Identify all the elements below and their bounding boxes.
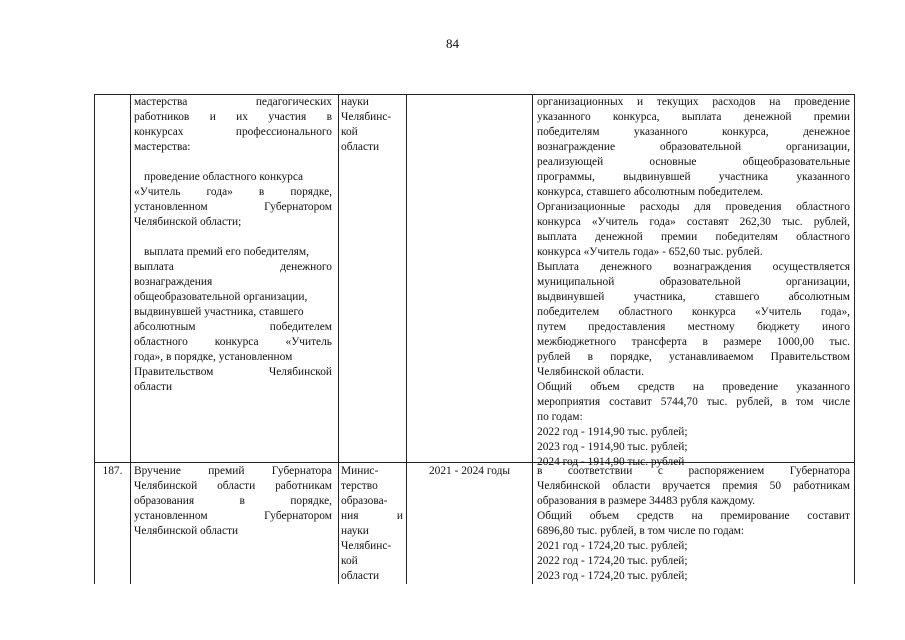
column-border (94, 94, 95, 584)
description-cell (537, 95, 850, 470)
cell-line: по годам: (537, 411, 583, 423)
cell-line: Выплата денежного вознаграждения осуществляется (537, 261, 850, 273)
period-cell: 2021 - 2024 годы (428, 465, 511, 477)
cell-line: рублей в порядке, устанавливаемом Правительством (537, 351, 850, 363)
cell-line: Организационные расходы для проведения областного (537, 201, 850, 213)
cell-line: «Учитель года» в порядке, (134, 186, 332, 198)
cell-line: образования в порядке, (134, 495, 332, 507)
cell-line: мастерства педагогических (134, 96, 332, 108)
cell-line: науки (341, 96, 369, 108)
cell-line: проведение областного конкурса (144, 171, 304, 183)
cell-line: победителем областного конкурса «Учитель года», (537, 306, 850, 318)
cell-line: Челябинской области вручается премия 50 работникам (537, 480, 850, 492)
cell-line: общеобразовательной организации, (134, 291, 308, 303)
column-border (532, 94, 533, 584)
cell-line: ния и (341, 510, 403, 522)
cell-line: установленном Губернатором (134, 201, 332, 213)
cell-line: образова- (341, 495, 388, 507)
row-number-cell: 187. (102, 465, 123, 477)
cell-line: 2022 год - 1914,90 тыс. рублей; (537, 426, 688, 438)
event-cell (134, 464, 332, 539)
column-border (338, 94, 339, 584)
cell-line: 2023 год - 1724,20 тыс. рублей; (537, 570, 688, 582)
cell-line: вознаграждение образовательной организации, (537, 141, 850, 153)
cell-line: установленном Губернатором (134, 510, 332, 522)
cell-line: Челябинской области. (537, 366, 644, 378)
cell-line: 2023 год - 1914,90 тыс. рублей; (537, 441, 688, 453)
cell-line: муниципальной образовательной организации, (537, 276, 850, 288)
cell-line: науки (341, 525, 369, 537)
cell-line: работников и их участия в (134, 111, 332, 123)
column-border (406, 94, 407, 584)
cell-line: области (341, 570, 380, 582)
cell-line: области (134, 381, 173, 393)
cell-line: победителям указанного конкурса, денежное (537, 126, 850, 138)
cell-line: кой (341, 555, 358, 567)
cell-line: Минис- (341, 465, 379, 477)
cell-line: конкурса «Учитель года» составят 262,30 тыс. рублей, (537, 216, 850, 228)
cell-line: Челябинс- (341, 540, 392, 552)
description-cell (537, 464, 850, 584)
page-number: 84 (446, 36, 459, 51)
cell-line: реализующей основные общеобразовательные (537, 156, 850, 168)
cell-line: выдвинувшей участника, ставшего (134, 306, 304, 318)
cell-line: Общий объем средств на проведение указанного (537, 381, 850, 393)
column-border (130, 94, 131, 584)
cell-line: области (341, 141, 380, 153)
cell-line: Челябинской области (134, 525, 239, 537)
cell-line: конкурса «Учитель года» - 652,60 тыс. рублей. (537, 246, 763, 258)
cell-line: кой (341, 126, 358, 138)
cell-line: года», в порядке, установленном (134, 351, 293, 363)
cell-line: Правительством Челябинской (134, 366, 332, 378)
cell-line: мероприятия составит 5744,70 тыс. рублей, в том числе (537, 396, 850, 408)
cell-line: 2024 год - 1914,90 тыс. рублей (537, 456, 685, 468)
cell-line: конкурса, ставшего абсолютным победителем. (537, 186, 764, 198)
cell-line: образования в размере 34483 рубля каждому. (537, 495, 755, 507)
cell-line: мастерства: (134, 141, 191, 153)
cell-line: выплата денежной премии победителям областного (537, 231, 850, 243)
cell-line: организационных и текущих расходов на проведение (537, 96, 850, 108)
cell-line: конкурсах профессионального (134, 126, 332, 138)
cell-line: путем предоставления местному бюджету иного (537, 321, 850, 333)
cell-line: Вручение премий Губернатора (134, 465, 332, 477)
cell-line: Челябинской области работникам (134, 480, 332, 492)
cell-line: выплата премий его победителям, (144, 246, 309, 258)
cell-line: 6896,80 тыс. рублей, в том числе по годам: (537, 525, 745, 537)
cell-line: терство (341, 480, 378, 492)
cell-line: вознаграждения (134, 276, 213, 288)
cell-line: указанного конкурса, выплата денежной премии (537, 111, 850, 123)
cell-line: в соответствии с распоряжением Губернатора (537, 465, 850, 477)
cell-line: областного конкурса «Учитель (134, 336, 332, 348)
cell-line: Челябинс- (341, 111, 392, 123)
cell-line: Общий объем средств на премирование составит (537, 510, 850, 522)
cell-line: 2022 год - 1724,20 тыс. рублей; (537, 555, 688, 567)
cell-line: программы, выдвинувшей участника указанного (537, 171, 850, 183)
event-cell (134, 95, 332, 395)
cell-line: выдвинувшей участника, ставшего абсолютным (537, 291, 850, 303)
executor-cell (341, 464, 403, 584)
cell-line: 2021 год - 1724,20 тыс. рублей; (537, 540, 688, 552)
cell-line: абсолютным победителем (134, 321, 332, 333)
executor-cell (341, 95, 403, 155)
cell-line: выплата денежного (134, 261, 332, 273)
column-border (854, 94, 855, 584)
cell-line: межбюджетного трансферта в размере 1000,00 тыс. (537, 336, 850, 348)
cell-line: Челябинской области; (134, 216, 242, 228)
